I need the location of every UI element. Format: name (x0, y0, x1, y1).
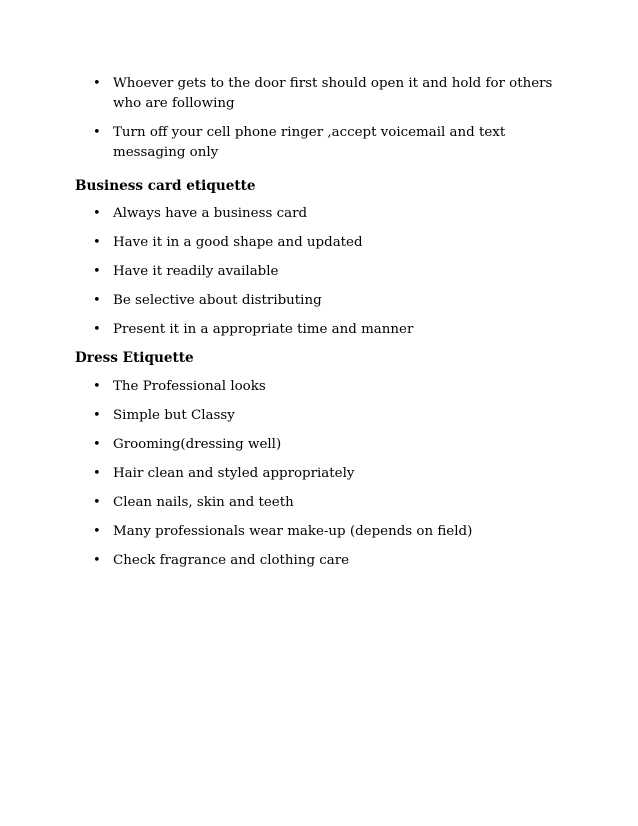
list-item-text: Have it in a good shape and updated (113, 235, 363, 250)
bullet-icon: • (93, 206, 101, 221)
list-item-text: Many professionals wear make-up (depends on field) (113, 524, 473, 539)
list-item (75, 493, 567, 513)
bullet-icon: • (93, 125, 101, 140)
list-item (75, 522, 567, 542)
bullet-icon: • (93, 495, 101, 510)
bullet-icon: • (93, 235, 101, 250)
bullet-icon: • (93, 553, 101, 568)
bullet-icon: • (93, 437, 101, 452)
bullet-icon: • (93, 408, 101, 423)
list-item (75, 464, 567, 484)
list-item-text: Always have a business card (113, 206, 308, 221)
list-item (75, 74, 567, 114)
list-item-text: Clean nails, skin and teeth (113, 495, 294, 510)
list-item (75, 233, 567, 253)
bullet-icon: • (93, 524, 101, 539)
dress-etiquette-heading: Dress Etiquette (75, 350, 194, 366)
dress-etiquette-bullet-list (75, 377, 567, 580)
list-item-text: Turn off your cell phone ringer ,accept voicemail and text messaging only (113, 125, 506, 160)
bullet-icon: • (93, 293, 101, 308)
bullet-icon: • (93, 264, 101, 279)
business-card-bullet-list (75, 204, 567, 349)
list-item (75, 123, 567, 163)
list-item-text: Check fragrance and clothing care (113, 553, 350, 568)
list-item-text: Present it in a appropriate time and manner (113, 322, 414, 337)
list-item-text: Simple but Classy (113, 408, 235, 423)
list-item-text: Have it readily available (113, 264, 279, 279)
list-item-text: Whoever gets to the door first should open it and hold for others who are following (113, 76, 553, 111)
bullet-icon: • (93, 379, 101, 394)
list-item (75, 406, 567, 426)
list-item (75, 551, 567, 571)
list-item (75, 262, 567, 282)
list-item (75, 377, 567, 397)
list-item (75, 291, 567, 311)
bullet-icon: • (93, 466, 101, 481)
business-card-heading: Business card etiquette (75, 178, 256, 194)
list-item-text: Grooming(dressing well) (113, 437, 282, 452)
list-item (75, 435, 567, 455)
list-item (75, 204, 567, 224)
list-item-text: Hair clean and styled appropriately (113, 466, 355, 481)
bullet-icon: • (93, 76, 101, 91)
list-item-text: Be selective about distributing (113, 293, 322, 308)
intro-bullet-list (75, 74, 567, 172)
bullet-icon: • (93, 322, 101, 337)
list-item (75, 320, 567, 340)
list-item-text: The Professional looks (113, 379, 266, 394)
